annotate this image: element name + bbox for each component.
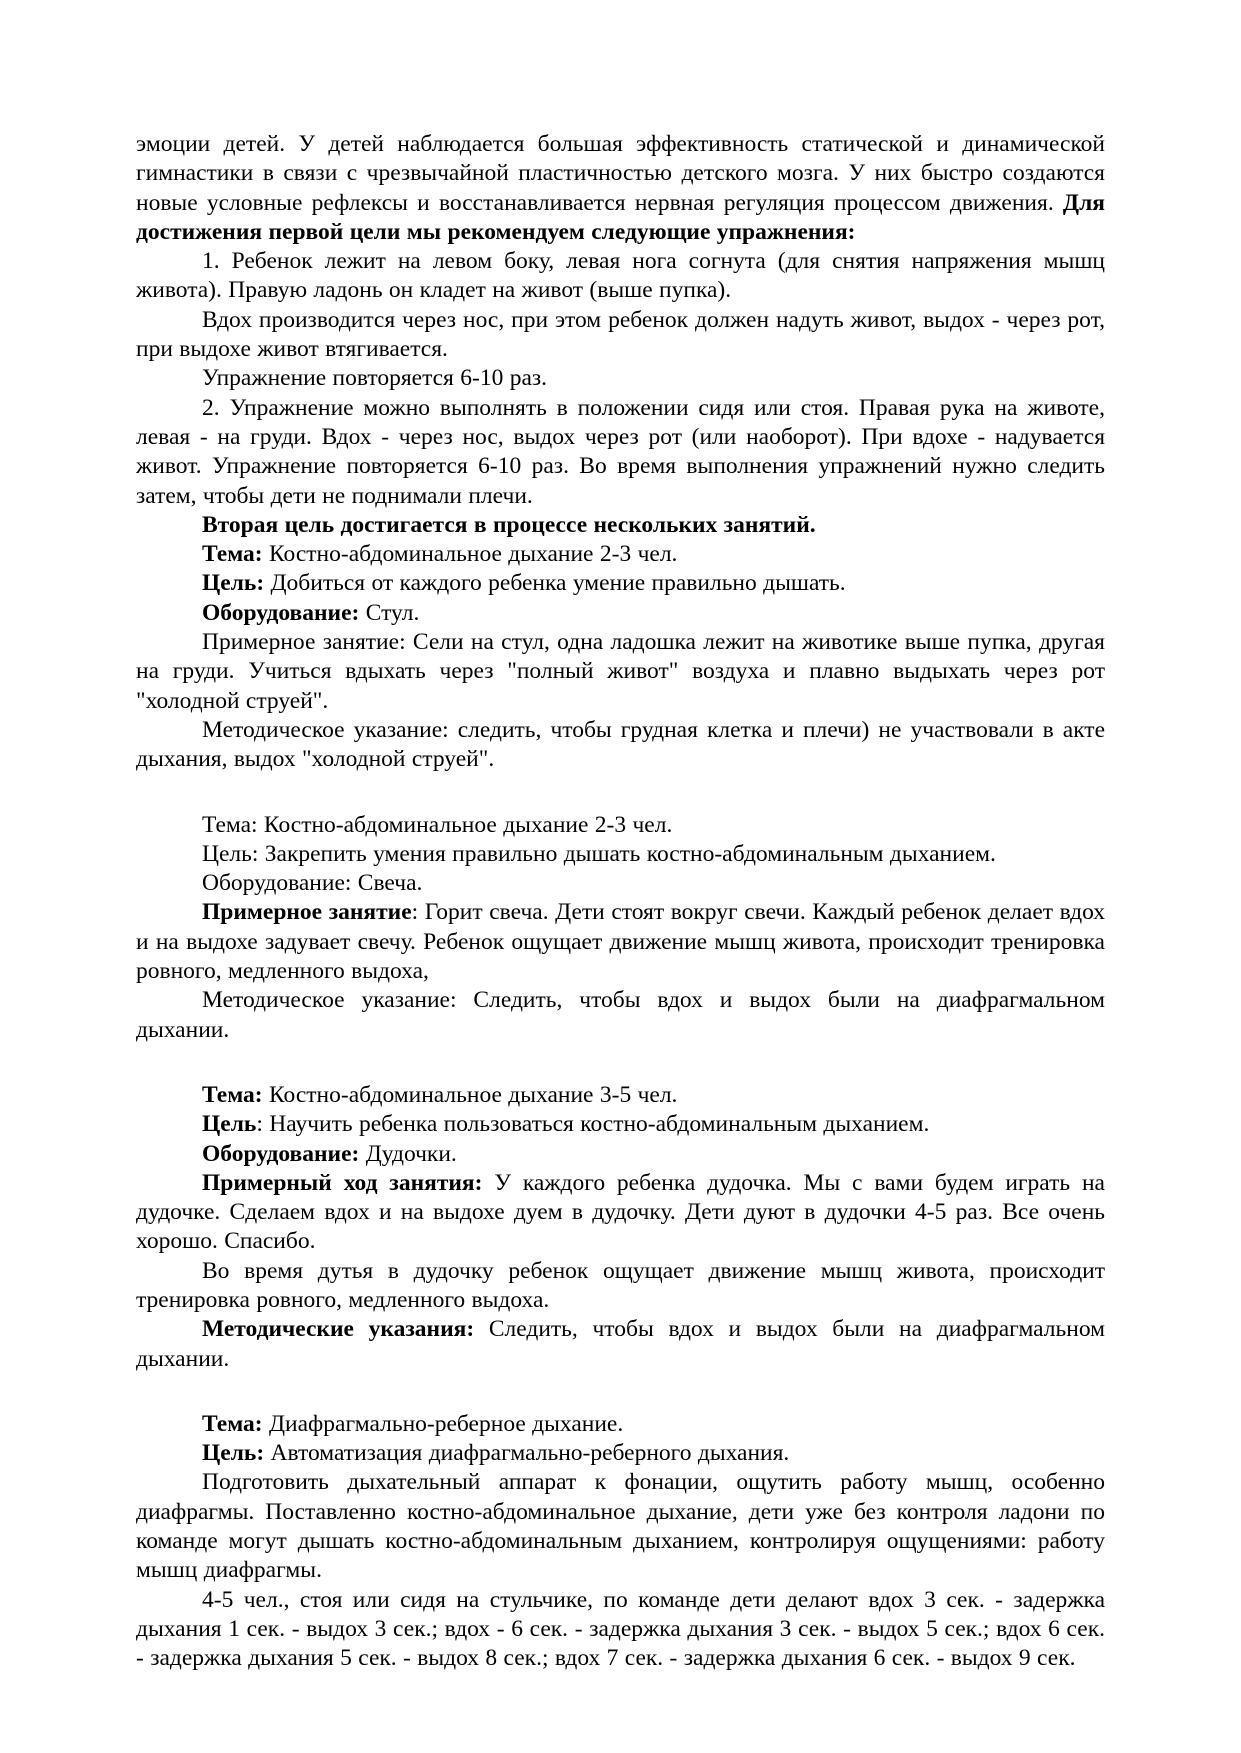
text-run: Упражнение повторяется 6-10 раз. (202, 365, 548, 392)
text-run: : Научить ребенка пользоваться костно-абдоминальным дыханием. (256, 1111, 930, 1138)
bold-text-run: Цель: (202, 570, 265, 597)
paragraph (136, 840, 1105, 869)
paragraph (136, 1081, 1105, 1110)
bold-text-run: Примерный ход занятия: (202, 1169, 483, 1196)
text-run: 4-5 чел., стоя или сидя на стульчике, по команде дети делают вдох 3 сек. - задержка дыхания 1 сек. - выдох 3 сек.; вдох - 6 сек. - задержка дыхания 3 сек. - выдох 5 сек.; вдох 6 сек. - задержка дыхания 5 сек. - выдох 8 сек.; вдох 7 сек. - задержка дыхания 6 сек. - выдох 9 сек. (136, 1586, 1105, 1672)
bold-text-run: Тема: (202, 541, 263, 568)
text-run: Цель: Закрепить умения правильно дышать костно-абдоминальным дыханием. (202, 840, 996, 867)
bold-text-run: Тема: (202, 1081, 263, 1108)
paragraph (136, 599, 1105, 628)
bold-text-run: Методические указания: (202, 1316, 475, 1343)
paragraph (136, 1586, 1105, 1674)
text-run: Костно-абдоминальное дыхание 3-5 чел. (262, 1081, 678, 1108)
text-run: Добиться от каждого ребенка умение правильно дышать. (264, 570, 846, 597)
text-run: Дудочки. (359, 1140, 457, 1167)
paragraph (136, 540, 1105, 569)
paragraph (136, 1439, 1105, 1468)
text-run: Следить, чтобы вдох и выдох были на диафрагмальном дыхании. (136, 1316, 1105, 1372)
bold-text-run: Вторая цель достигается в процессе нескольких занятий. (202, 511, 816, 538)
text-run: эмоции детей. У детей наблюдается большая эффективность статической и динамической гимнастики в связи с чрезвычайной пластичностью детского мозга. У них быстро создаются новые условные рефлексы и восстанавливается нервная регуляция процессом движения. (136, 131, 1105, 216)
paragraph (136, 247, 1105, 306)
bold-text-run: Для достижения первой цели мы рекомендуем следующие упражнения: (136, 189, 1105, 245)
paragraph (136, 1140, 1105, 1169)
bold-text-run: Примерное занятие (202, 899, 412, 926)
paragraph (136, 394, 1105, 511)
bold-text-run: Цель (202, 1111, 257, 1138)
text-run: У каждого ребенка дудочка. Мы с вами будем играть на дудочке. Сделаем вдох и на выдохе дуем в дудочку. Дети дуют в дудочки 4-5 раз. Все очень хорошо. Спасибо. (136, 1169, 1105, 1255)
document-body (136, 130, 1105, 1674)
text-run: Тема: Костно-абдоминальное дыхание 2-3 чел. (202, 811, 673, 838)
paragraph (136, 130, 1105, 247)
text-run: Костно-абдоминальное дыхание 2-3 чел. (262, 541, 678, 568)
paragraph (136, 511, 1105, 540)
text-run: Автоматизация диафрагмально-реберного дыхания. (264, 1440, 790, 1467)
paragraph (136, 1315, 1105, 1374)
paragraph (136, 306, 1105, 365)
text-run: Оборудование: Свеча. (202, 870, 423, 897)
text-run: Методическое указание: следить, чтобы грудная клетка и плечи) не участвовали в акте дыхания, выдох "холодной струей". (136, 716, 1105, 773)
text-run: Стул. (359, 599, 420, 626)
paragraph (136, 1468, 1105, 1585)
text-run: Во время дутья в дудочку ребенок ощущает движение мышц живота, происходит тренировка ровного, медленного выдоха. (136, 1257, 1105, 1313)
paragraph (136, 1110, 1105, 1139)
text-run: 2. Упражнение можно выполнять в положении сидя или стоя. Правая рука на животе, левая - на груди. Вдох - через нос, выдох через рот (или наоборот). При вдохе - надувается живот. Упражнение повторяется 6-10 раз. Во время выполнения упражнений нужно следить затем, чтобы дети не поднимали плечи. (136, 394, 1105, 509)
text-run: Примерное занятие: Сели на стул, одна ладошка лежит на животике выше пупка, другая на груди. Учиться вдыхать через "полный живот" воздуха и плавно выдыхать через рот "холодной струей". (136, 629, 1105, 714)
paragraph (136, 898, 1105, 986)
text-run: 1. Ребенок лежит на левом боку, левая нога согнута (для снятия напряжения мышц живота). Правую ладонь он кладет на живот (выше пупка). (136, 248, 1105, 304)
bold-text-run: Оборудование: (202, 1140, 360, 1167)
text-run: Подготовить дыхательный аппарат к фонации, ощутить работу мышц, особенно диафрагмы. Поставленно костно-абдоминальное дыхание, дети уже без контроля ладони по команде могут дышать костно-абдоминальным дыханием, контролируя ощущениями: работу мышц диафрагмы. (136, 1469, 1105, 1584)
text-run: Методическое указание: Следить, чтобы вдох и выдох были на диафрагмальном дыхании. (136, 987, 1105, 1043)
paragraph (136, 1169, 1105, 1257)
paragraph (136, 716, 1105, 775)
bold-text-run: Тема: (202, 1410, 263, 1437)
bold-text-run: Оборудование: (202, 599, 360, 626)
text-run: : Горит свеча. Дети стоят вокруг свечи. Каждый ребенок делает вдох и на выдохе задувает свечу. Ребенок ощущает движение мышц живота, происходит тренировка ровного, медленного выдоха, (136, 899, 1106, 985)
text-run: Вдох производится через нос, при этом ребенок должен надуть живот, выдох - через рот, при выдохе живот втягивается. (136, 306, 1105, 363)
paragraph (136, 811, 1105, 840)
paragraph (136, 986, 1105, 1045)
bold-text-run: Цель: (202, 1440, 265, 1467)
paragraph (136, 1410, 1105, 1439)
paragraph (136, 364, 1105, 393)
paragraph (136, 569, 1105, 598)
paragraph (136, 869, 1105, 898)
text-run: Диафрагмально-реберное дыхание. (262, 1410, 624, 1437)
paragraph (136, 1257, 1105, 1316)
paragraph (136, 628, 1105, 716)
